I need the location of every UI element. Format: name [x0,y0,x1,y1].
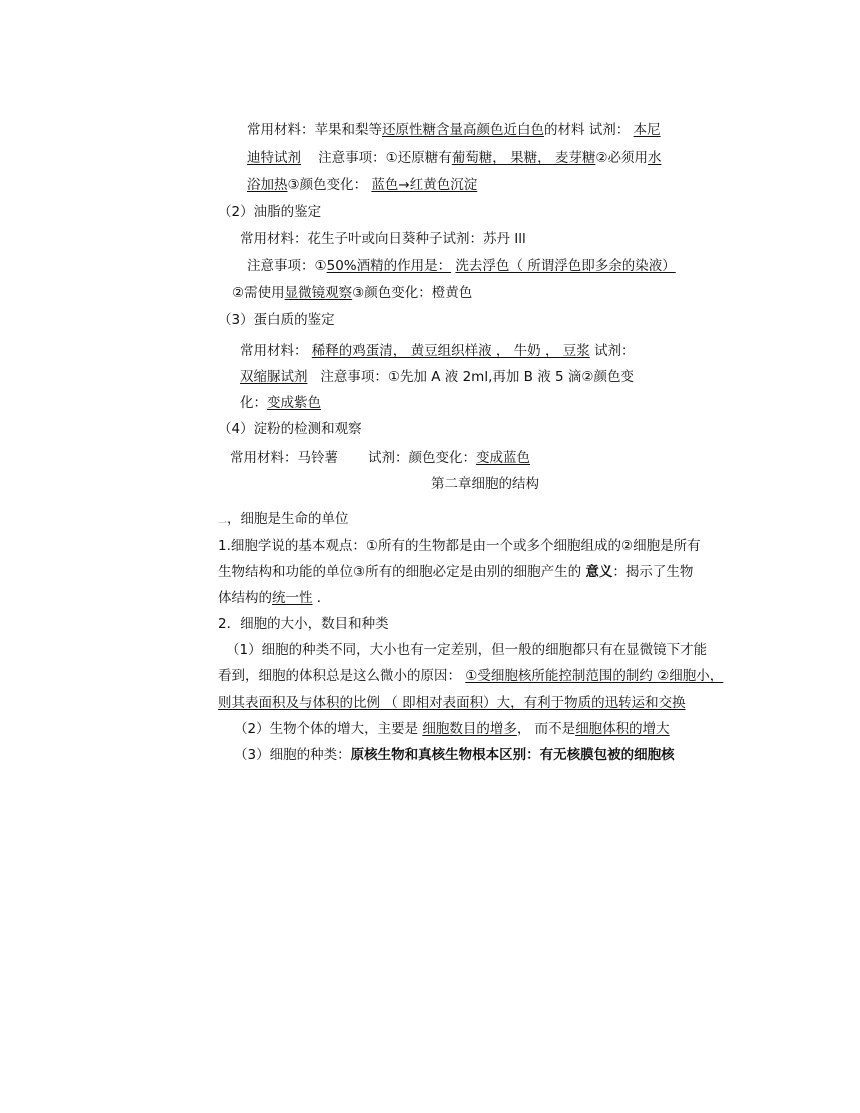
text: ③颜色变化：橙黄色 [352,285,473,301]
fat-line-2 [247,257,676,275]
underlined-text: 细胞数目的增多 [422,721,517,737]
protein-line-2 [240,368,634,386]
fat-section-title: （2）油脂的鉴定 [218,204,322,220]
cell-theory-line-3 [218,589,330,607]
cell-size-line-5 [234,746,675,764]
underlined-text: 50%酒精的作用是： [326,258,452,274]
reducing-sugar-line-1 [247,121,661,139]
reducing-sugar-line-3 [247,176,477,194]
text: 看到，细胞的体积总是这么微小的原因： [218,668,461,684]
underlined-text: 细胞体积的增大 [575,721,670,737]
protein-section-title: （3）蛋白质的鉴定 [218,312,335,328]
underlined-text: ①受细胞核所能控制范围的制约 ②细胞小， [465,668,724,684]
text: 的材料 试剂： [544,122,630,138]
cell-size-line-3 [218,694,686,712]
protein-line-3 [240,394,321,412]
text: （3）细胞的种类： [234,747,351,763]
underlined-text: 迪特试剂 [247,150,301,166]
text: （2）生物个体的增大，主要是 [234,721,419,737]
text: ． [316,590,331,606]
text: 常用材料：苹果和梨等 [247,122,382,138]
starch-line-1 [230,449,530,467]
cell-size-title: 2．细胞的大小，数目和种类 [218,616,389,632]
text: 注意事项：①还原糖有 [318,150,452,166]
underlined-text: 洗去浮色（ 所谓浮色即多余的染液） [455,258,676,274]
underlined-text: 蓝色→红黄色沉淀 [371,177,478,193]
fat-line-1: 常用材料：花生子叶或向日葵种子试剂：苏丹 Ill [240,231,526,247]
section-marker: 一 [218,519,228,529]
text: ②需使用 [232,285,285,301]
cell-size-line-1: （1）细胞的种类不同，大小也有一定差别，但一般的细胞都只有在显微镜下才能 [226,642,708,658]
text: 常用材料：马铃薯 [230,450,338,466]
underlined-text: 变成蓝色 [476,450,531,466]
text: ②必须用 [595,150,648,166]
text: ③颜色变化： [287,177,368,193]
underlined-text: 统一性 [272,590,313,606]
bold-text: 意义 [585,564,613,580]
reducing-sugar-line-2 [247,149,661,167]
underlined-text: 浴加热 [247,177,288,193]
protein-line-1 [240,342,635,360]
section1-heading [218,510,349,533]
text: 注意事项：① [247,258,327,274]
text: 试剂： [594,343,635,359]
text: 注意事项：①先加 A 液 2ml,再加 B 液 5 滴②颜色变 [320,369,634,385]
underlined-text: 葡萄糖， 果糖， 麦芽糖 [451,150,596,166]
text: 试剂：颜色变化： [368,450,477,466]
cell-theory-line-2 [218,563,693,581]
underlined-text: 变成紫色 [267,395,321,411]
underlined-text: 水 [647,150,662,166]
text: ， 而不是 [516,721,576,737]
text: 体结构的 [218,590,272,606]
starch-section-title: （4）淀粉的检测和观察 [218,421,362,437]
underlined-text: 则其表面积及与体积的比例 （ 即相对表面积）大，有利于物质的迅转运和交换 [218,695,686,711]
cell-theory-line-1: 1.细胞学说的基本观点：①所有的生物都是由一个或多个细胞组成的②细胞是所有 [218,538,701,554]
fat-line-3 [232,284,472,302]
bold-text: 原核生物和真核生物根本区别：有无核膜包被的细胞核 [350,747,675,763]
underlined-text: 还原性糖含量高颜色近白色 [382,122,544,138]
text: ，细胞是生命的单位 [227,511,349,527]
chapter-title: 第二章细胞的结构 [431,476,539,492]
cell-size-line-4 [234,720,670,738]
cell-size-line-2 [218,667,723,685]
text: ：揭示了生物 [612,564,694,580]
underlined-text: 稀释的鸡蛋清， 黄豆组织样液 ， 牛奶 ， 豆浆 [311,343,590,359]
text: 化： [240,395,267,411]
underlined-text: 双缩脲试剂 [240,369,308,385]
text: 常用材料： [240,343,308,359]
underlined-text: 本尼 [633,122,661,138]
underlined-text: 显微镜观察 [284,285,353,301]
text: 生物结构和功能的单位③所有的细胞必定是由别的细胞产生的 [218,564,582,580]
